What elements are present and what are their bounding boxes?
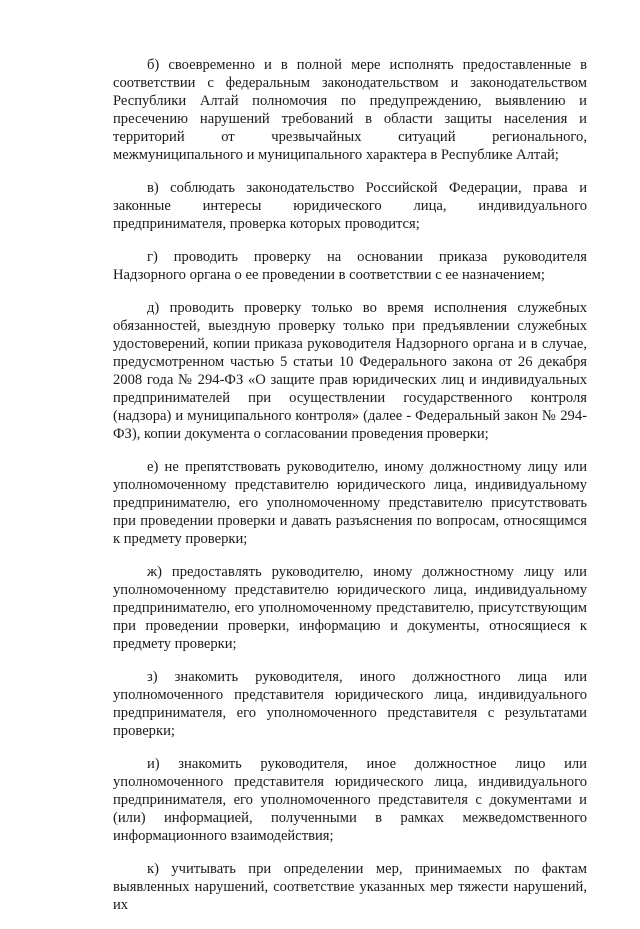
- paragraph-zh: ж) предоставлять руководителю, иному должностному лицу или уполномоченному представителю юридического лица, индивидуальному предпринимателю, его уполномоченному представителю, присутствующим при проведении проверки, информацию и документы, относящиеся к предмету проверки;: [113, 564, 587, 652]
- paragraph-v: в) соблюдать законодательство Российской Федерации, права и законные интересы юридического лица, индивидуального предпринимателя, проверка которых проводится;: [113, 180, 587, 232]
- document-body: [113, 56, 587, 929]
- paragraph-z: з) знакомить руководителя, иного должностного лица или уполномоченного представителя юридического лица, индивидуального предпринимателя, его уполномоченного представителя с результатами проверки;: [113, 669, 587, 739]
- paragraph-k: к) учитывать при определении мер, принимаемых по фактам выявленных нарушений, соответствие указанных мер тяжести нарушений, их: [113, 861, 587, 913]
- paragraph-g: г) проводить проверку на основании приказа руководителя Надзорного органа о ее проведении в соответствии с ее назначением;: [113, 249, 587, 283]
- paragraph-d: д) проводить проверку только во время исполнения служебных обязанностей, выездную проверку только при предъявлении служебных удостоверений, копии приказа руководителя Надзорного органа и в случае, предусмотренном частью 5 статьи 10 Федерального закона от 26 декабря 2008 года № 294-ФЗ «О защите прав юридических лиц и индивидуальных предпринимателей при осуществлении государственного контроля (надзора) и муниципального контроля» (далее - Федеральный закон № 294-ФЗ), копии документа о согласовании проведения проверки;: [113, 300, 587, 442]
- paragraph-e: е) не препятствовать руководителю, иному должностному лицу или уполномоченному представителю юридического лица, индивидуальному предпринимателю, его уполномоченному представителю присутствовать при проведении проверки и давать разъяснения по вопросам, относящимся к предмету проверки;: [113, 459, 587, 547]
- paragraph-i: и) знакомить руководителя, иное должностное лицо или уполномоченного представителя юридического лица, индивидуального предпринимателя, его уполномоченного представителя с документами и (или) информацией, полученными в рамках межведомственного информационного взаимодействия;: [113, 756, 587, 844]
- paragraph-b: б) своевременно и в полной мере исполнять предоставленные в соответствии с федеральным законодательством и законодательством Республики Алтай полномочия по предупреждению, выявлению и пресечению нарушений требований в области защиты населения и территорий от чрезвычайных ситуаций регионального, межмуниципального и муниципального характера в Республике Алтай;: [113, 57, 587, 163]
